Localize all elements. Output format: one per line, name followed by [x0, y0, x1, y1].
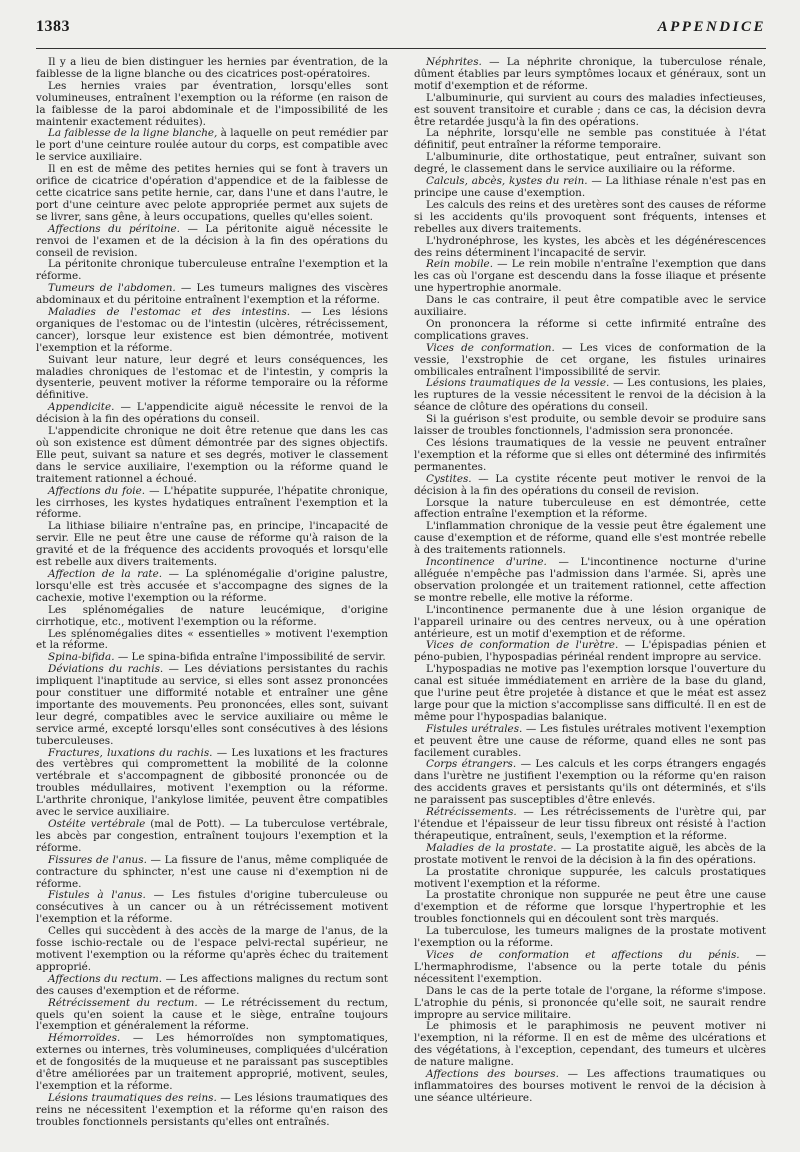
paragraph-text: Les calculs des reins et des uretères sont des causes de réforme si les accidents qu'ils provoquent sont fréquents, intenses et rebelles aux divers traitements. — [414, 198, 766, 235]
section-heading: Rétrécissements. — [426, 806, 517, 819]
section-heading: Hémorroïdes. — [48, 1032, 121, 1045]
paragraph-text: — Les fistules urétrales motivent l'exemption et peuvent être une cause de réforme, quand elles ne sont pas facilement curables. — [414, 722, 766, 759]
right-column — [414, 57, 766, 1129]
paragraph-text: Les splénomégalies dites « essentielles » motivent l'exemption et la réforme. — [36, 627, 388, 652]
paragraph — [414, 438, 766, 474]
paragraph — [414, 724, 766, 760]
section-heading: Vices de conformation de l'urètre. — [426, 639, 619, 652]
paragraph-text: — Le rétrécissement du rectum, quels qu'en soient la cause et le siège, entraîne toujours l'exemption et généralement la réforme. — [36, 996, 388, 1033]
section-heading: Corps étrangers. — [426, 758, 517, 771]
section-heading: Vices de conformation et affections du pénis. — [426, 948, 740, 961]
section-heading: Tumeurs de l'abdomen. — [48, 282, 176, 295]
paragraph-text: — Les rétrécissements de l'urètre qui, par l'étendue et l'épaisseur de leur tissu fibreux ont résisté à l'action thérapeutique, entraînent, seuls, l'exemption et la réforme. — [414, 806, 766, 842]
paragraph-text: L'albuminurie, qui survient au cours des maladies infectieuses, est souvent transitoire et curable ; dans ce cas, la décision devra être retardée jusqu'à la fin des opérations. — [414, 91, 766, 128]
paragraph-text: — L'incontinence nocturne d'urine alléguée n'empêche pas l'admission dans l'armée. Si, après une observation prolongée et un traitement rationnel, cette affection se montre rebelle, elle motive la réforme. — [414, 556, 766, 604]
paragraph — [414, 319, 766, 343]
paragraph — [414, 557, 766, 605]
paragraph-text: La lithiase biliaire n'entraîne pas, en principe, l'incapacité de servir. Elle ne peut être une cause de réforme qu'à raison de la gravité et de la fréquence des accidents provoqués et lorsqu'elle est rebelle aux divers traitements. — [36, 520, 388, 569]
paragraph-text: — Les fistules d'origine tuberculeuse ou consécutives à un cancer ou à un rétrécissement motivent l'exemption et la réforme. — [36, 889, 388, 926]
paragraph — [36, 283, 388, 307]
paragraph-text: — Les affections traumatiques ou inflammatoires des bourses motivent le renvoi de la décision à une séance ultérieure. — [414, 1068, 766, 1104]
paragraph-text: — Les lésions organiques de l'estomac ou de l'intestin (ulcères, rétrécissement, cancer), lorsque leur existence est bien démontrée, motivent l'exemption et la réforme. — [36, 306, 388, 354]
paragraph-text: On prononcera la réforme si cette infirmité entraîne des complications graves. — [414, 317, 766, 342]
paragraph — [414, 950, 766, 986]
paragraph-text: — Les affections malignes du rectum sont des causes d'exemption et de réforme. — [36, 972, 388, 997]
section-heading: Lésions traumatiques des reins. — [48, 1091, 217, 1104]
paragraph-text: L'appendicite chronique ne doit être retenue que dans les cas où son existence est dûment démontrée par des signes objectifs. Elle peut, suivant sa nature et ses degrés, motiver le classement dans le service auxiliaire, l'exemption ou la réforme quand le traitement rationnel a échoué. — [36, 425, 388, 485]
paragraph-text: L'hypospadias ne motive pas l'exemption lorsque l'ouverture du canal est située immédiatement en arrière de la base du gland, que l'urine peut être projetée à distance et que le méat est assez large pour que la miction s'accomplisse sans difficulté. Il en est de même pour l'hypospadias balanique. — [414, 663, 766, 723]
page-header — [36, 18, 766, 40]
section-heading: Cystites. — [426, 472, 472, 485]
paragraph — [414, 843, 766, 867]
paragraph — [414, 759, 766, 807]
section-heading: Déviations du rachis. — [48, 663, 164, 676]
paragraph — [414, 57, 766, 93]
paragraph-text: — Les lésions traumatiques des reins ne nécessitent l'exemption et la réforme qu'en raison des troubles fonctionnels persistants qu'elles ont entraînés. — [36, 1091, 388, 1128]
paragraph — [414, 926, 766, 950]
paragraph-text: L'albuminurie, dite orthostatique, peut entraîner, suivant son degré, le classement dans le service auxiliaire ou la réforme. — [414, 151, 766, 176]
paragraph-text: — Les contusions, les plaies, les ruptures de la vessie nécessitent le renvoi de la décision à la séance de clôture des opérations du conseil. — [414, 377, 766, 414]
paragraph — [36, 664, 388, 747]
section-heading: Ostéite vertébrale — [48, 818, 146, 830]
section-heading: Néphrites. — [426, 56, 482, 68]
paragraph — [414, 890, 766, 926]
paragraph-text: — Les tumeurs malignes des viscères abdominaux et du péritoine entraînent l'exemption et la réforme. — [36, 282, 388, 307]
paragraph — [36, 974, 388, 998]
paragraph — [36, 629, 388, 653]
paragraph — [36, 426, 388, 486]
paragraph — [36, 486, 388, 522]
section-heading: Fractures, luxations du rachis. — [48, 746, 213, 759]
paragraph — [414, 236, 766, 260]
section-heading: Vices de conformation. — [426, 341, 555, 354]
text-columns — [36, 57, 766, 1129]
paragraph-text: Celles qui succèdent à des accès de la marge de l'anus, de la fosse ischio-rectale ou de l'espace pelvi-rectal supérieur, ne motivent l'exemption ou la réforme qu'après échec du traitement approprié. — [36, 925, 388, 973]
paragraph — [36, 569, 388, 605]
paragraph-text: La prostatite chronique suppurée, les calculs prostatiques motivent l'exemption et la réforme. — [414, 865, 766, 890]
section-heading: Maladies de la prostate. — [426, 841, 557, 854]
paragraph-text: — L'appendicite aiguë nécessite le renvoi de la décision à la fin des opérations du conseil. — [36, 401, 388, 426]
paragraph-text: L'hydronéphrose, les kystes, les abcès et les dégénérescences des reins déterminent l'incapacité de servir. — [414, 234, 766, 259]
paragraph — [414, 176, 766, 200]
paragraph-text: La péritonite chronique tuberculeuse entraîne l'exemption et la réforme. — [36, 258, 388, 283]
paragraph-text: à laquelle on peut remédier par le port d'une ceinture roulée autour du corps, est compatible avec le service auxiliaire. — [36, 127, 388, 164]
paragraph-text: Ces lésions traumatiques de la vessie ne peuvent entraîner l'exemption et la réforme que si elles ont déterminé des infirmités permanentes. — [414, 437, 766, 473]
paragraph — [36, 81, 388, 129]
running-head: APPENDICE — [657, 19, 766, 35]
section-heading: Calculs, abcès, kystes du rein. — [426, 175, 588, 188]
paragraph — [36, 128, 388, 164]
paragraph-text: Suivant leur nature, leur degré et leurs conséquences, les maladies chroniques de l'estomac et de l'intestin, y compris la dysenterie, peuvent motiver la réforme temporaire ou la réforme définitive. — [36, 353, 388, 402]
paragraph — [414, 640, 766, 664]
paragraph — [414, 295, 766, 319]
paragraph — [36, 890, 388, 926]
paragraph — [36, 57, 388, 81]
paragraph — [36, 164, 388, 224]
section-heading: Spina-bifida. — [48, 651, 115, 664]
paragraph-text: — La cystite récente peut motiver le renvoi de la décision à la fin des opérations du conseil de revision. — [414, 472, 766, 497]
paragraph — [36, 998, 388, 1034]
paragraph-text: La néphrite, lorsqu'elle ne semble pas constituée à l'état définitif, peut entraîner la réforme temporaire. — [414, 127, 766, 152]
paragraph-text: Dans le cas de la perte totale de l'organe, la réforme s'impose. L'atrophie du pénis, si prononcée qu'elle soit, ne saurait rendre impropre au service militaire. — [414, 984, 766, 1021]
paragraph — [36, 819, 388, 855]
paragraph — [36, 855, 388, 891]
paragraph — [414, 259, 766, 295]
paragraph-text: La prostatite chronique non suppurée ne peut être une cause d'exemption et de réforme que lorsque l'hypertrophie et les troubles fonctionnels qui en découlent sont très marqués. — [414, 889, 766, 926]
paragraph — [414, 200, 766, 236]
paragraph-text: Si la guérison s'est produite, ou semble devoir se produire sans laisser de troubles fonctionnels, l'admission sera prononcée. — [414, 413, 766, 438]
paragraph-text: — L'hermaphrodisme, l'absence ou la perte totale du pénis nécessitent l'exemption. — [414, 948, 766, 985]
paragraph-text: — Les calculs et les corps étrangers engagés dans l'urètre ne justifient l'exemption ou la réforme qu'en raison des accidents graves et persistants qu'ils ont déterminés, et s'ils ne paraissent pas susceptibles d'être enlevés. — [414, 758, 766, 807]
section-heading: Rein mobile. — [426, 258, 494, 271]
paragraph-text: Il y a lieu de bien distinguer les hernies par éventration, de la faiblesse de la ligne blanche ou des cicatrices post-opératoires. — [36, 56, 388, 80]
paragraph — [36, 307, 388, 355]
paragraph-text: — Le rein mobile n'entraîne l'exemption que dans les cas où l'organe est descendu dans la fosse iliaque et présente une hypertrophie anormale. — [414, 258, 766, 295]
section-heading: Fissures de l'anus. — [48, 853, 147, 866]
paragraph — [414, 867, 766, 891]
paragraph — [414, 498, 766, 522]
paragraph-text: — La péritonite aiguë nécessite le renvoi de l'examen et de la décision à la fin des opérations du conseil de revision. — [36, 222, 388, 259]
paragraph-text: Le phimosis et le paraphimosis ne peuvent motiver ni l'exemption, ni la réforme. Il en est de même des ulcérations et des végétations, à l'exception, cependant, des tumeurs et ulcères de nature maligne. — [414, 1020, 766, 1069]
paragraph-text: — L'hépatite suppurée, l'hépatite chronique, les cirrhoses, les kystes hydatiques entraînent l'exemption et la réforme. — [36, 484, 388, 521]
header-rule — [36, 48, 766, 49]
section-heading: Affections du foie. — [48, 484, 146, 497]
paragraph-text: — Les déviations persistantes du rachis impliquent l'inaptitude au service, si elles sont assez prononcées pour constituer une difformité notable et entraîner une gêne importante des mouvements. Peu prononcées, elles sont, suivant leur degré, compatibles avec le service auxiliaire ou même le service armé, excepté lorsqu'elles sont consécutives à des lésions tuberculeuses. — [36, 663, 388, 747]
paragraph — [36, 259, 388, 283]
paragraph-text: — La néphrite chronique, la tuberculose rénale, dûment établies par leurs symptômes locaux et généraux, sont un motif d'exemption et de réforme. — [414, 56, 766, 92]
paragraph — [414, 807, 766, 843]
section-heading: La faiblesse de la ligne blanche, — [48, 127, 218, 140]
paragraph-text: — Le spina-bifida entraîne l'impossibilité de servir. — [114, 651, 386, 664]
paragraph-text: L'incontinence permanente due à une lésion organique de l'appareil urinaire ou des centres nerveux, ou à une opération antérieure, est un motif d'exemption et de réforme. — [414, 603, 766, 640]
paragraph-text: Les hernies vraies par éventration, lorsqu'elles sont volumineuses, entraînent l'exemption ou la réforme (en raison de la faiblesse de la paroi abdominale et de l'impossibilité de les maintenir exactement réduites). — [36, 79, 388, 128]
paragraph — [36, 521, 388, 569]
paragraph-text: Il en est de même des petites hernies qui se font à travers un orifice de cicatrice d'opération d'appendice et de la faiblesse de cette cicatrice sans petite hernie, car, dans l'une et dans l'autre, le port d'une ceinture avec pelote appropriée permet aux sujets de se livrer, sans gêne, à leurs occupations, quelles qu'elles soient. — [36, 163, 388, 223]
paragraph — [414, 343, 766, 379]
paragraph-text: — Les luxations et les fractures des vertèbres qui compromettent la mobilité de la colonne vertébrale et s'accompagnent de gibbosité prononcée ou de troubles médullaires, motivent l'exemption ou la réforme. L'arthrite chronique, l'ankylose limitée, peuvent être compatibles avec le service auxiliaire. — [36, 746, 389, 819]
paragraph — [36, 748, 388, 819]
section-heading: Affection de la rate. — [48, 567, 163, 580]
section-heading: Lésions traumatiques de la vessie. — [426, 377, 610, 390]
paragraph-text: Lorsque la nature tuberculeuse en est démontrée, cette affection entraîne l'exemption et la réforme. — [414, 496, 766, 521]
paragraph-text: La tuberculose, les tumeurs malignes de la prostate motivent l'exemption ou la réforme. — [414, 925, 766, 950]
paragraph-text: — La lithiase rénale n'est pas en principe une cause d'exemption. — [414, 175, 766, 199]
section-heading: Fistules urétrales. — [426, 722, 523, 735]
paragraph-text: — La splénomégalie d'origine palustre, lorsqu'elle est très accusée et s'accompagne des signes de la cachexie, motive l'exemption ou la réforme. — [36, 567, 388, 604]
paragraph — [36, 1093, 388, 1129]
paragraph-text: Dans le cas contraire, il peut être compatible avec le service auxiliaire. — [414, 294, 766, 319]
paragraph — [36, 402, 388, 426]
section-heading: Affections du péritoine. — [48, 222, 180, 235]
section-heading: Rétrécissement du rectum. — [48, 996, 198, 1009]
paragraph-text: — L'épispadias pénien et péno-pubien, l'hypospadias périnéal rendent impropre au service. — [414, 639, 766, 664]
paragraph — [36, 224, 388, 260]
section-heading: Maladies de l'estomac et des intestins. — [48, 306, 291, 319]
paragraph — [414, 1021, 766, 1069]
section-heading: Fistules à l'anus. — [48, 889, 146, 902]
section-heading: Appendicite. — [48, 401, 115, 414]
paragraph — [414, 605, 766, 641]
section-heading: Incontinence d'urine. — [426, 556, 547, 569]
paragraph-text: — La fissure de l'anus, même compliquée de contracture du sphincter, n'est une cause ni d'exemption ni de réforme. — [36, 853, 388, 890]
paragraph — [36, 605, 388, 629]
paragraph — [414, 152, 766, 176]
paragraph — [414, 521, 766, 557]
paragraph-text: — La prostatite aiguë, les abcès de la prostate motivent le renvoi de la décision à la fin des opérations. — [414, 841, 766, 866]
paragraph — [414, 664, 766, 724]
paragraph-text: (mal de Pott). — La tuberculose vertébrale, les abcès par congestion, entraînent toujours l'exemption et la réforme. — [36, 818, 388, 854]
section-heading: Affections du rectum. — [48, 972, 163, 985]
section-heading: Affections des bourses. — [426, 1068, 559, 1081]
paragraph — [36, 926, 388, 974]
paragraph — [414, 414, 766, 438]
paragraph — [36, 355, 388, 403]
paragraph-text: — Les vices de conformation de la vessie, l'exstrophie de cet organe, les fistules urinaires ombilicales entraînent l'impossibilité de servir. — [414, 341, 767, 378]
paragraph-text: Les splénomégalies de nature leucémique, d'origine cirrhotique, etc., motivent l'exemption ou la réforme. — [36, 603, 388, 628]
paragraph-text: L'inflammation chronique de la vessie peut être également une cause d'exemption et de réforme, quand elle s'est montrée rebelle à des traitements rationnels. — [414, 520, 766, 557]
paragraph — [414, 93, 766, 129]
paragraph — [414, 474, 766, 498]
page-number: 1383 — [36, 18, 70, 35]
paragraph — [414, 986, 766, 1022]
paragraph — [36, 1033, 388, 1093]
paragraph-text: — Les hémorroïdes non symptomatiques, externes ou internes, très volumineuses, compliquées d'ulcération et de fongosités de la muqueuse et ne paraissant pas susceptibles d'être améliorées par un traitement approprié, motivent, seules, l'exemption et la réforme. — [36, 1032, 388, 1092]
left-column — [36, 57, 388, 1129]
paragraph — [414, 378, 766, 414]
paragraph — [414, 1069, 766, 1105]
paragraph — [414, 128, 766, 152]
